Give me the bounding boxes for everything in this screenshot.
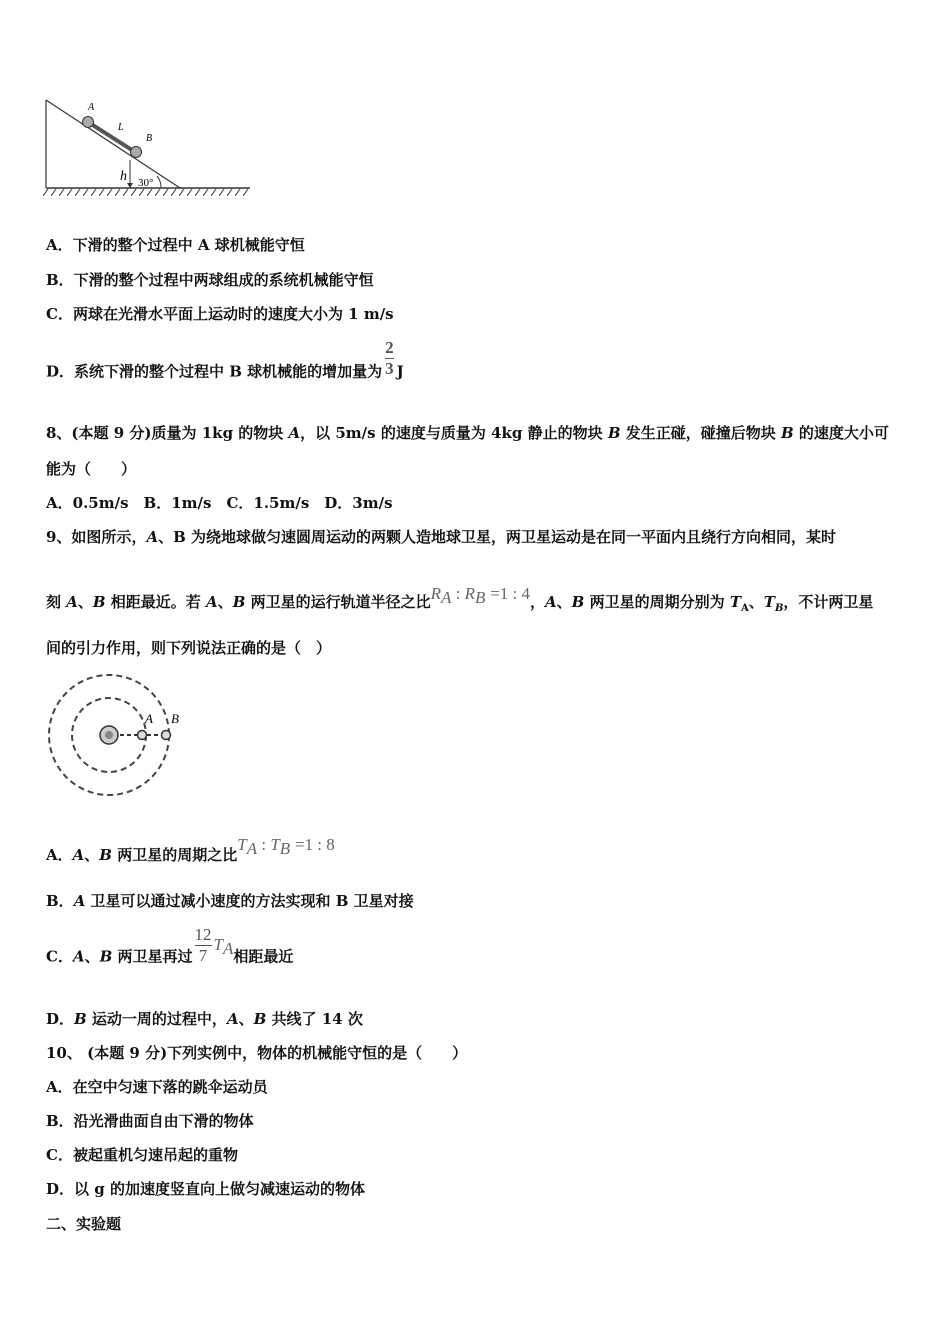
label-h: h bbox=[120, 169, 127, 184]
q7-option-a: A．下滑的整个过程中 A 球机械能守恒 bbox=[46, 236, 305, 254]
ball-b bbox=[131, 147, 142, 158]
fig-label-b: B bbox=[171, 711, 179, 726]
q9-stem-line3: 间的引力作用，则下列说法正确的是（ ） bbox=[46, 639, 332, 657]
q9-option-b: B．A 卫星可以通过减小速度的方法实现和 B 卫星对接 bbox=[46, 892, 414, 910]
section-heading: 二、实验题 bbox=[46, 1215, 122, 1233]
fig-label-a: A bbox=[145, 711, 153, 726]
q7-option-b: B．下滑的整个过程中两球组成的系统机械能守恒 bbox=[46, 271, 374, 289]
ratio-r: $R_A$ : $R_B =1$ : 4 bbox=[430, 584, 530, 607]
q10-option-a: A．在空中匀速下落的跳伞运动员 bbox=[46, 1078, 268, 1096]
angle-label: 30° bbox=[138, 177, 154, 189]
q8-stem-line2: 能为（ ） bbox=[46, 460, 137, 478]
q8-stem-line1: 8、(本题 9 分)质量为 1kg 的物块 A，以 5m/s 的速度与质量为 4kg 静止的物块 B 发生正碰，碰撞后物块 B 的速度大小可 bbox=[46, 424, 889, 442]
q10-stem: 10、 (本题 9 分)下列实例中，物体的机械能守恒的是（ ） bbox=[46, 1044, 468, 1062]
satellite-b bbox=[162, 731, 171, 740]
q9-option-d: D．B 运动一周的过程中，A、B 共线了 14 次 bbox=[46, 1010, 363, 1028]
orbit-figure bbox=[44, 672, 194, 802]
q9-option-c: C．A、B 两卫星再过 $\frac{12}{7}$ $T_A$相距最近 bbox=[46, 925, 294, 966]
rod bbox=[88, 122, 135, 152]
q8-options: A．0.5m/s B．1m/s C．1.5m/s D．3m/s bbox=[46, 494, 393, 512]
q9-option-a: A．A、B 两卫星的周期之比$T_A$ : $T_B =1$ : 8 bbox=[46, 835, 335, 864]
fraction-12-7: $\frac{12}{7}$ bbox=[194, 925, 212, 965]
satellite-a bbox=[138, 731, 147, 740]
q7-option-d: D．系统下滑的整个过程中 B 球机械能的增加量为 $\frac{2}{3}$ J bbox=[46, 338, 404, 381]
q9-stem-line2: 刻 A、B 相距最近。若 A、B 两卫星的运行轨道半径之比$R_A$ : $R_B =1$ : 4，A、B 两卫星的周期分别为 $T_A$、$T_B$，不计两卫星 bbox=[46, 584, 874, 614]
q10-option-b: B．沿光滑曲面自由下滑的物体 bbox=[46, 1112, 254, 1130]
q10-option-d: D．以 g 的加速度竖直向上做匀减速运动的物体 bbox=[46, 1180, 365, 1198]
ball-a bbox=[83, 117, 94, 128]
label-b: B bbox=[146, 133, 153, 144]
fraction: $\frac{2}{3}$ bbox=[385, 338, 394, 378]
q9-stem-line1: 9、如图所示，A、B 为绕地球做匀速圆周运动的两颗人造地球卫星，两卫星运动是在同一平面内且绕行方向相同，某时 bbox=[46, 528, 836, 546]
q10-option-c: C．被起重机匀速吊起的重物 bbox=[46, 1146, 238, 1164]
q7-option-c: C．两球在光滑水平面上运动时的速度大小为 1 m/s bbox=[46, 305, 394, 323]
label-l: L bbox=[118, 122, 124, 133]
label-a: A bbox=[88, 102, 95, 113]
incline-figure bbox=[40, 94, 255, 204]
ratio-t: $T_A$ : $T_B =1$ : 8 bbox=[237, 835, 335, 858]
